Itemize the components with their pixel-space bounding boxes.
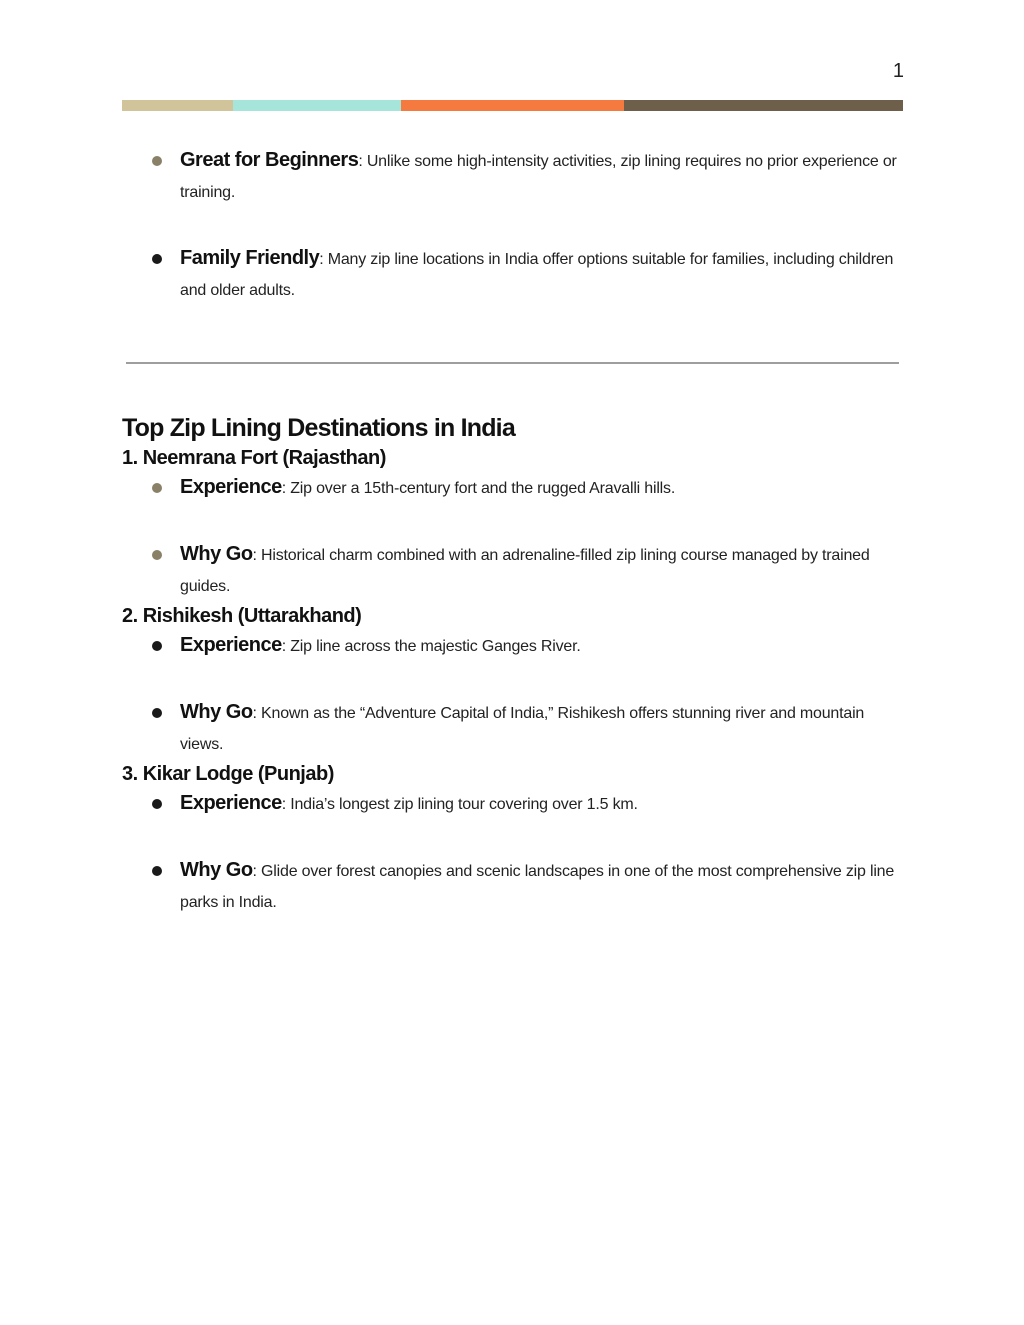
color-bar-segment-4 [624,100,903,111]
list-item-term: Why Go [180,859,253,881]
destination-bullet-list [122,472,903,602]
intro-bullet-list [122,145,903,306]
list-item-term: Why Go [180,543,253,565]
list-item-text: : Glide over forest canopies and scenic landscapes in one of the most comprehensive zip line parks in India. [180,863,895,911]
list-item [122,630,903,662]
list-item [122,539,903,602]
destination-bullet-list [122,630,903,760]
bullet-icon [152,799,162,809]
list-item-text: : Historical charm combined with an adrenaline-filled zip lining course managed by trained guides. [180,547,870,595]
destination-title: 2. Rishikesh (Uttarakhand) [122,605,362,627]
color-bar-segment-1 [122,100,233,111]
list-item-term: Experience [180,792,282,814]
list-item [122,243,903,306]
list-item [122,855,903,918]
document-body [122,145,903,918]
list-item-text: : Zip line across the majestic Ganges River. [281,638,581,655]
list-item-text: : Unlike some high-intensity activities, zip lining requires no prior experience or training. [180,153,897,201]
bullet-icon [152,866,162,876]
list-item-term: Experience [180,476,282,498]
bullet-icon [152,156,162,166]
list-item-text: : Known as the “Adventure Capital of India,” Rishikesh offers stunning river and mountain views. [180,705,865,753]
color-bar-segment-3 [401,100,624,111]
destination-title: 1. Neemrana Fort (Rajasthan) [122,447,386,469]
list-item-term: Great for Beginners [180,149,359,171]
horizontal-divider [126,362,899,364]
page-number: 1 [892,60,904,82]
list-item [122,145,903,208]
list-item-text: : Many zip line locations in India offer options suitable for families, including children and older adults. [180,251,894,299]
header-color-bar [122,100,903,111]
bullet-icon [152,641,162,651]
list-item-term: Experience [180,634,282,656]
bullet-icon [152,483,162,493]
bullet-icon [152,550,162,560]
destination-bullet-list [122,788,903,918]
list-item [122,697,903,760]
list-item-text: : Zip over a 15th-century fort and the rugged Aravalli hills. [281,480,676,497]
list-item [122,788,903,820]
list-item-text: : India’s longest zip lining tour covering over 1.5 km. [281,796,638,813]
list-item-term: Why Go [180,701,253,723]
bullet-icon [152,708,162,718]
list-item [122,472,903,504]
destination-title: 3. Kikar Lodge (Punjab) [122,763,334,785]
bullet-icon [152,254,162,264]
list-item-term: Family Friendly [180,247,320,269]
section-title: Top Zip Lining Destinations in India [122,414,515,442]
color-bar-segment-2 [233,100,401,111]
